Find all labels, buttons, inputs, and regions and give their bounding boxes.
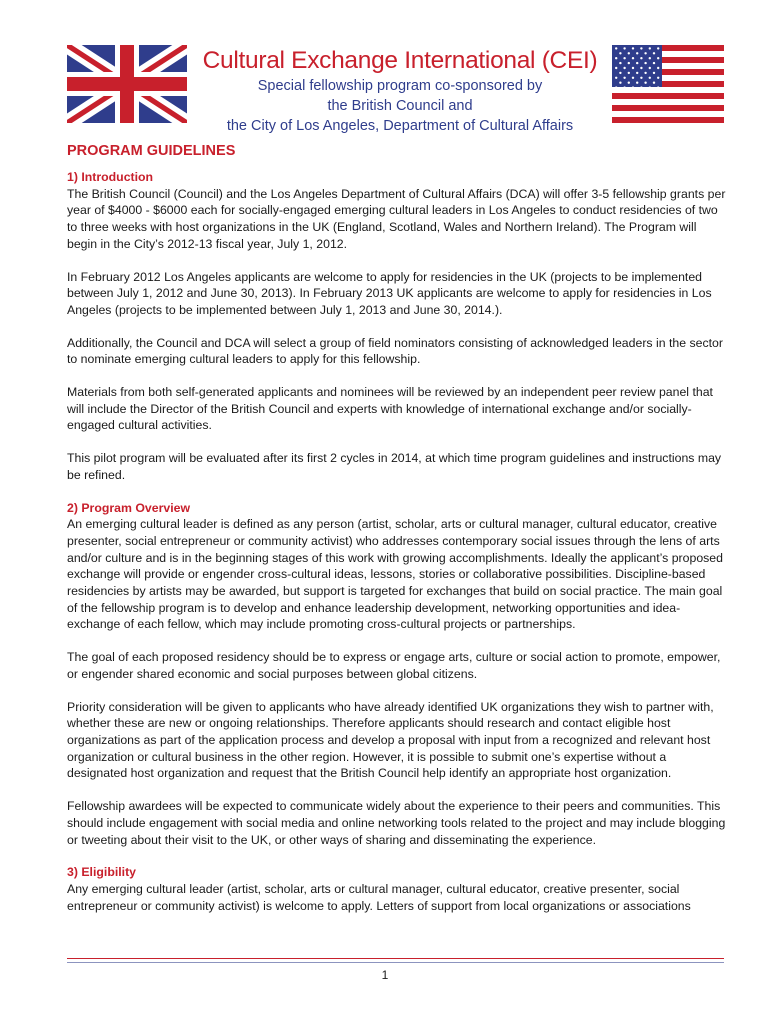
intro-paragraph-3: Additionally, the Council and DCA will select a group of field nominators consisting of acknowledged leaders in the sector to nominate emerging cultural leaders to apply for this fellowship. [67,335,723,367]
eligibility-paragraph-1: Any emerging cultural leader (artist, scholar, arts or cultural manager, cultural educator, creative presenter, social entrepreneur or community activist) is welcome to apply. Letters of support from local organizations or associations [67,881,691,913]
uk-flag-icon [67,45,187,123]
section-heading-eligibility: 3) Eligibility [67,865,137,880]
document-header [190,46,610,136]
overview-paragraph-4: Fellowship awardees will be expected to communicate widely about the experience to their peers and communities. This should include engagement with social media and online networking tools related to the project and may include blogging or tweeting about their visit to the UK, or other ways of sharing and disseminating the experience. [67,799,726,847]
footer-divider-blue [67,962,724,963]
overview-paragraph-2: The goal of each proposed residency should be to express or engage arts, culture or social action to promote, empower, or engender shared economic and social purposes between global citizens. [67,650,721,681]
intro-paragraph-2: In February 2012 Los Angeles applicants are welcome to apply for residencies in the UK (projects to be implemented between July 1, 2012 and June 30, 2013). In February 2013 UK applicants are welcome to apply for residencies in Los Angeles (projects to be implemented between July 1, 2013 and June 30, 2014.). [67,269,712,317]
overview-paragraph-1: An emerging cultural leader is defined as any person (artist, scholar, arts or cultural manager, cultural educator, creative presenter, social entrepreneur or community activist) who addresses contemporary social issues through the lens of arts and/or culture and is in the beginning stages of this work with growing accomplishments. Ideally the applicant’s proposed exchange will provide or engender cross-cultural ideas, lessons, stories or collaborative possibilities. Discipline-based residencies by artists may be awarded, but support is targeted for exchanges that build on social practice. The main goal of the fellowship program is to develop and enhance leadership development, networking opportunities and idea-exchange of each fellow, which may include promoting cross-cultural projects or partnerships. [67,517,723,632]
document-title: Cultural Exchange International (CEI) [202,47,598,74]
page-number: 1 [381,968,389,982]
subtitle-line-1: Special fellowship program co-sponsored by [257,78,543,94]
section-heading-program-overview: 2) Program Overview [67,500,191,515]
intro-paragraph-5: This pilot program will be evaluated after its first 2 cycles in 2014, at which time program guidelines and instructions may be refined. [67,451,722,482]
section-heading-introduction: 1) Introduction [67,170,154,184]
intro-paragraph-1: The British Council (Council) and the Los Angeles Department of Cultural Affairs (DCA) will offer 3-5 fellowship grants per year of $4000 - $6000 each for socially-engaged emerging cultural leaders in Los Angeles to conduct residencies of two to three weeks with host organizations in the UK (England, Scotland, Wales and Northern Ireland). The Program will begin in the City’s 2012-13 fiscal year, July 1, 2012. [67,186,726,251]
subtitle-line-2: the British Council and [327,98,473,114]
page-title: PROGRAM GUIDELINES [67,143,236,159]
intro-paragraph-4: Materials from both self-generated applicants and nominees will be reviewed by an independent peer review panel that will include the Director of the British Council and experts with knowledge of international exchange and/or socially-engaged cultural activities. [67,385,713,433]
us-flag-icon [612,45,724,123]
subtitle-line-3: the City of Los Angeles, Department of Cultural Affairs [226,118,574,134]
overview-paragraph-3: Priority consideration will be given to applicants who have already identified UK organizations they wish to partner with, whether these are new or ongoing relationships. Therefore applicants should research and contact eligible host organizations as part of the application process and develop a proposal with input from a recognized and relevant host organization or cultural business in the other region. However, it is possible to submit one’s expertise without a designated host organization and request that the British Council help identify an appropriate host organization. [67,699,714,781]
footer-divider-red [67,958,724,959]
document-body [67,142,729,914]
